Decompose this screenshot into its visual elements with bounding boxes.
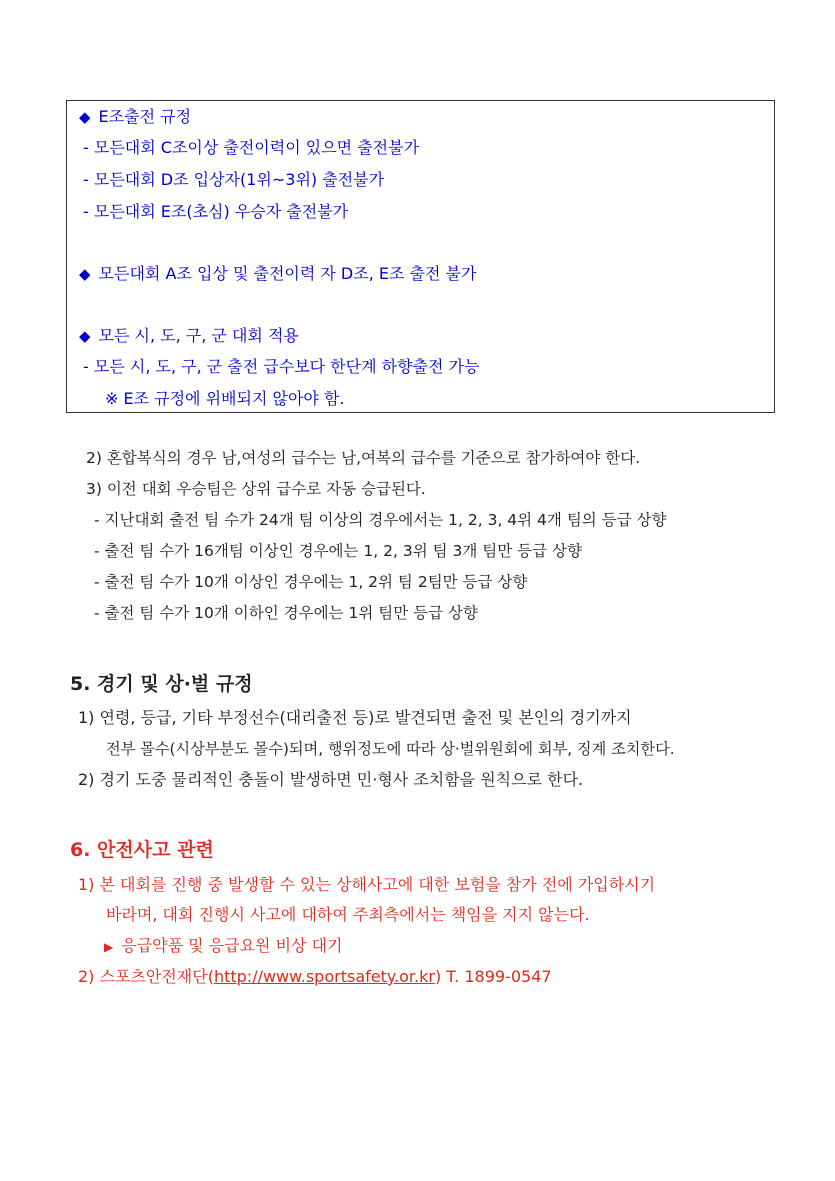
notice-item: - 모든 시, 도, 구, 군 출전 급수보다 한단계 하향출전 가능 <box>83 357 480 376</box>
section-5-item-1-cont: 전부 몰수(시상부분도 몰수)되며, 행위정도에 따라 상·벌위원회에 회부, 징계 조치한다. <box>106 740 675 758</box>
section-6-item-1: 1) 본 대회를 진행 중 발생할 수 있는 상해사고에 대한 보험을 참가 전에 가입하시기 <box>78 875 656 894</box>
triangle-bullet-icon: ▶ <box>104 940 114 954</box>
notice-heading-a-group: ◆ 모든대회 A조 입상 및 출전이력 자 D조, E조 출전 불가 <box>79 264 477 283</box>
sportsafety-link[interactable]: http://www.sportsafety.or.kr <box>213 967 435 986</box>
section-6-bullet-item: ▶ 응급약품 및 응급요원 비상 대기 <box>104 935 343 958</box>
section-6-item-2: 2) 스포츠안전재단(http://www.sportsafety.or.kr) T. 1899-0547 <box>78 967 552 986</box>
diamond-bullet-icon: ◆ <box>79 108 91 126</box>
section-5-heading: 5. 경기 및 상·벌 규정 <box>70 673 253 695</box>
notice-heading-regional: ◆ 모든 시, 도, 구, 군 대회 적용 <box>79 326 299 345</box>
rule-item-2: 2) 혼합복식의 경우 남,여성의 급수는 남,여복의 급수를 기준으로 참가하여야 한다. <box>86 449 641 467</box>
promotion-item: - 출전 팀 수가 10개 이하인 경우에는 1위 팀만 등급 상향 <box>94 604 478 622</box>
section-6-heading: 6. 안전사고 관련 <box>70 839 214 861</box>
section-5-item-2: 2) 경기 도중 물리적인 충돌이 발생하면 민·형사 조치함을 원칙으로 한다. <box>78 770 584 789</box>
promotion-item: - 출전 팀 수가 10개 이상인 경우에는 1, 2위 팀 2팀만 등급 상향 <box>94 573 528 591</box>
notice-item: - 모든대회 D조 입상자(1위~3위) 출전불가 <box>83 170 385 189</box>
rule-item-3: 3) 이전 대회 우승팀은 상위 급수로 자동 승급된다. <box>86 480 426 498</box>
notice-note: ※ E조 규정에 위배되지 않아야 함. <box>105 389 345 408</box>
eligibility-notice-box <box>66 100 775 413</box>
promotion-item: - 지난대회 출전 팀 수가 24개 팀 이상의 경우에서는 1, 2, 3, 4위 4개 팀의 등급 상향 <box>94 511 667 529</box>
notice-item: - 모든대회 C조이상 출전이력이 있으면 출전불가 <box>83 138 420 157</box>
notice-heading-e-group: ◆ E조출전 규정 <box>79 107 192 126</box>
diamond-bullet-icon: ◆ <box>79 265 91 283</box>
diamond-bullet-icon: ◆ <box>79 327 91 345</box>
promotion-item: - 출전 팀 수가 16개팀 이상인 경우에는 1, 2, 3위 팀 3개 팀만 등급 상향 <box>94 542 582 560</box>
section-6-item-1-cont: 바라며, 대회 진행시 사고에 대하여 주최측에서는 책임을 지지 않는다. <box>106 905 590 924</box>
section-5-item-1: 1) 연령, 등급, 기타 부정선수(대리출전 등)로 발견되면 출전 및 본인의 경기까지 <box>78 708 632 727</box>
notice-item: - 모든대회 E조(초심) 우승자 출전불가 <box>83 202 349 221</box>
